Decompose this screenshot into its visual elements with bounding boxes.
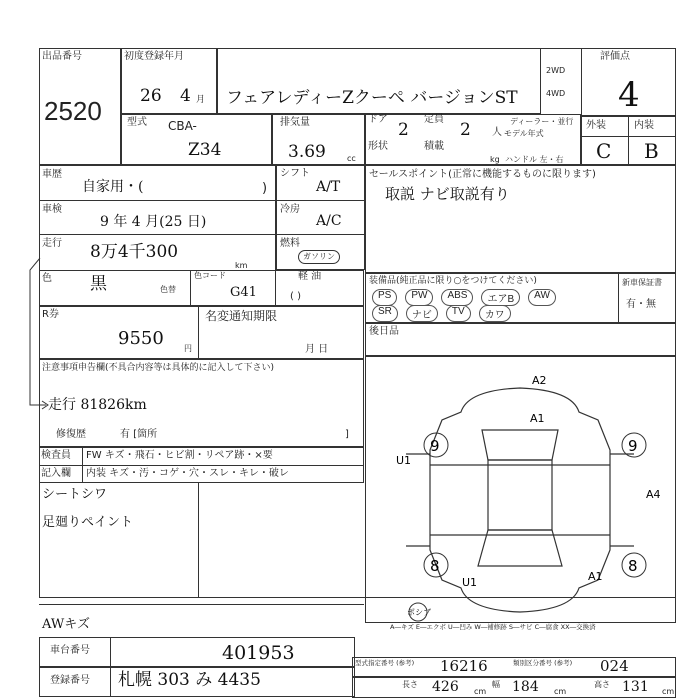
inspector-row1: FW キズ・飛石・ヒビ割・リペア跡・×要 (86, 450, 273, 461)
inspector-check-label: 検査員 (41, 450, 71, 461)
doors-value: 2 (398, 120, 409, 140)
width-label: 幅 (492, 680, 500, 689)
equipment-label: 装備品(純正品に限り○をつけてください) (369, 276, 537, 286)
entry-note-3: AWキズ (42, 617, 90, 632)
mark-a4: A4 (646, 488, 661, 501)
recycle-value: 9550 (118, 328, 164, 349)
seats-unit: 人 (492, 127, 502, 138)
grade-divider-v (628, 116, 629, 165)
hist-line2 (39, 234, 276, 235)
color-code-value: G41 (230, 285, 257, 300)
length-label: 長さ (402, 680, 418, 689)
notice-value: 月 日 (305, 344, 329, 355)
recycle-unit: 円 (184, 344, 192, 353)
notice-label: 名変通知期限 (205, 309, 278, 323)
handle-label: ハンドル 左・右 (505, 155, 564, 164)
score-label: 評価点 (600, 51, 630, 62)
doors-label: ドア (368, 114, 388, 125)
load-unit: kg (490, 155, 500, 164)
mileage-unit: km (235, 261, 248, 270)
fuel-label: 燃料 (280, 238, 300, 249)
lot-number: 2520 (44, 96, 102, 126)
warranty-value: 有・無 (626, 299, 656, 310)
month-glyph: 月 (196, 95, 206, 105)
equipment-item: カワ (479, 305, 511, 322)
sales-block (365, 165, 676, 273)
height-label: 高さ (594, 680, 610, 689)
inspector-mid (39, 465, 364, 466)
recycle-label: R券 (42, 309, 59, 320)
reg-month: 4 (180, 86, 191, 106)
first-reg-label: 初度登録年月 (124, 51, 184, 62)
mileage-label: 走行 (42, 238, 62, 249)
score-value: 4 (618, 75, 640, 115)
mark-a1-top: A1 (530, 412, 545, 425)
equipment-item: ABS (441, 289, 473, 306)
chassis-value: 401953 (222, 642, 295, 664)
color-label: 色 (42, 273, 52, 284)
interior-label: 内装 (634, 120, 654, 131)
rear-items-block (365, 323, 676, 356)
model-label: 型式 (127, 117, 147, 128)
shift-line2 (276, 234, 365, 235)
mark-a2: A2 (532, 374, 547, 387)
equipment-row-1 (372, 289, 556, 306)
fuel-paren: ( ) (290, 291, 301, 302)
history-paren: ) (262, 181, 268, 196)
mark-u1-left: U1 (396, 454, 412, 467)
mileage-value: 8万4千300 (90, 242, 179, 262)
shift-label: シフト (280, 168, 310, 179)
entry-note-2: 足廻りペイント (42, 515, 134, 530)
equipment-item: PS (372, 289, 397, 306)
model-year-label: モデル年式 (504, 129, 544, 138)
model-code: Z34 (188, 140, 222, 160)
rear-items-label: 後日品 (369, 326, 399, 337)
seats-label: 定員 (424, 114, 444, 125)
tire-label-rr: 8 (628, 557, 638, 575)
notes-value: 走行 81826km (48, 397, 147, 413)
warranty-label: 新車保証書 (622, 278, 662, 287)
entry-line (39, 604, 364, 605)
fuel-alt: 軽 油 (298, 271, 322, 282)
inspector-row2: 内装 キズ・汚・コゲ・穴・スレ・キレ・破レ (86, 468, 289, 479)
tire-label-fl: 9 (430, 437, 440, 455)
load-label: 積載 (424, 141, 444, 152)
seats-value: 2 (460, 120, 471, 140)
mark-a1-bottom: A1 (588, 570, 603, 583)
notes-label: 注意事項申告欄(不具合内容等は具体的に記入して下さい) (42, 363, 275, 373)
chassis-label: 車台番号 (50, 645, 90, 656)
model-prefix: CBA- (168, 119, 197, 133)
ac-value: A/C (316, 213, 342, 229)
car-diagram (366, 360, 674, 622)
sales-value: 取説 ナビ取説有り (385, 185, 510, 203)
width-unit: cm (554, 687, 567, 696)
tire-label-fr: 9 (628, 437, 638, 455)
class-label: 類別区分番号 (参考) (513, 659, 573, 667)
interior-grade: B (644, 139, 659, 163)
drive-4wd: 4WD (546, 89, 566, 98)
equipment-item: SR (372, 305, 398, 322)
shape-label: 形状 (368, 141, 388, 152)
history-label: 車歴 (42, 169, 62, 180)
inspector-entry-label: 記入欄 (41, 468, 71, 479)
arrow-sketch (12, 240, 52, 415)
hist-line1 (39, 200, 276, 201)
inspection-label: 車検 (42, 204, 62, 215)
inspection-value: 9 年 4 月(25 日) (100, 214, 207, 230)
equipment-item: ナビ (406, 305, 438, 322)
plate-value: 札幌 303 み 4435 (118, 670, 261, 690)
repair-label: 修復歴 (56, 429, 86, 440)
recycle-divider (198, 306, 199, 359)
lot-label: 出品番号 (42, 51, 82, 62)
color-change-label: 色替 (160, 285, 176, 294)
drive-2wd: 2WD (546, 66, 566, 75)
displacement-unit: cc (347, 154, 356, 163)
repair-value: 有 [箇所 (120, 429, 158, 440)
plate-label: 登録番号 (50, 675, 90, 686)
sales-label: セールスポイント(正常に機能するものに限ります) (369, 169, 596, 180)
exterior-grade: C (596, 139, 612, 163)
color-value: 黒 (90, 274, 107, 294)
entry-col-divider (198, 483, 199, 598)
equipment-item: PW (405, 289, 433, 306)
equip-divider (618, 273, 619, 323)
length-value: 426 (432, 679, 459, 695)
displacement-value: 3.69 (288, 142, 326, 162)
mark-u1-bottom: U1 (462, 576, 478, 589)
height-unit: cm (662, 687, 675, 696)
type-no-value: 16216 (440, 657, 488, 675)
repair-close: ] (345, 429, 349, 440)
type-no-label: 型式指定番号 (参考) (355, 659, 415, 667)
car-name: フェアレディーZクーペ バージョンST (226, 88, 518, 108)
spare-label: ポシブ (407, 608, 431, 617)
class-value: 024 (600, 657, 629, 675)
length-unit: cm (474, 687, 487, 696)
displacement-label: 排気量 (280, 117, 310, 128)
tire-label-rl: 8 (430, 557, 440, 575)
color-code-label: 色コード (194, 271, 226, 280)
equipment-row-2 (372, 305, 511, 322)
shift-line1 (276, 200, 365, 201)
exterior-label: 外装 (586, 120, 606, 131)
height-value: 131 (622, 679, 649, 695)
reg-year: 26 (140, 86, 162, 106)
fuel-gas: ガソリン (298, 250, 340, 264)
damage-legend: A―キズ E―エクボ U―凹み W―補修跡 S―サビ C―腐食 XX―交換済 (390, 623, 596, 631)
history-value: 自家用・( (82, 179, 144, 195)
equipment-item: エアB (481, 289, 520, 306)
entry-note-1: シートシワ (42, 487, 108, 502)
equipment-item: TV (446, 305, 471, 322)
equipment-item: AW (528, 289, 556, 306)
ac-label: 冷房 (280, 204, 300, 215)
width-value: 184 (512, 679, 539, 695)
shift-value: A/T (316, 179, 341, 195)
dealer-label: ディーラー・並行 (510, 117, 574, 126)
